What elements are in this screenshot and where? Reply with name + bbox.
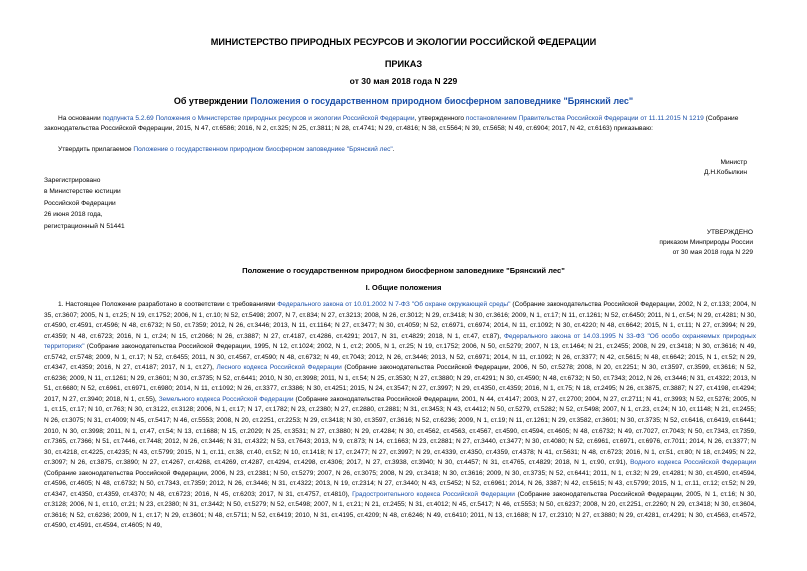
para-text-5: (Собрание законодательства Российской Федерации, 2001, N 44, ст.4147; 2003, N 27, ст.2700; 2004, N 27, ст.2711; N 41, ст.3993; N 52, ст.5276; 2005, N 1, ст.15, ст.17; N 10, ст.763; N 30, ст.3122, ст.3128; 2006, N 1, ст.17; N 17, ст.1782; N 23, ст.2380; N 27, ст.2880, ст.2881; N 31, ст.3453; N 43, ст.4412; N 50, ст.5279, ст.5282; N 52, ст.5498; 2007, N 1, ст.23, ст.24; N 10, ст.1148; N 21, ст.2455; N 26, ст.3075; N 31, ст.4009; N 45, ст.5417; N 46, ст.5553; 2008, N 20, ст.2251, ст.2253; N 29, ст.3418; N 30, ст.3597, ст.3616; N 52, ст.6236; 2009, N 1, ст.19; N 11, ст.1261; N 29, ст.3582, ст.3601; N 30, ст.3735; N 52, ст.6416, ст.6419, ст.6441; 2010, N 30, ст.3998; 2011, N 1, ст.47, ст.54; N 13, ст.1688; N 15, ст.2029; N 25, ст.3531; N 27, ст.3880; N 29, ст.4284; N 30, ст.4562, ст.4563, ст.4567, ст.4590, ст.4594, ст.4605; N 48, ст.6732; N 49, ст.7027, ст.7043; N 50, ст.7343, ст.7359, ст.7365, ст.7366; N 51, ст.7446, ст.7448; 2012, N 26, ст.3446; N 31, ст.4322; N 53, ст.7643; 2013, N 9, ст.873; N 14, ст.1663; N 23, ст.2881; N 27, ст.3440, ст.3477; N 30, ст.4080; N 52, ст.6961, ст.6971, ст.6976, ст.7011; 2014, N 26, ст.3377; N 30, ст.4218, ст.4225, ст.4235; N 43, ст.5799; 2015, N 1, ст.11, ст.38, ст.40, ст.52; N 10, ст.1418; N 17, ст.2477; N 27, ст.3997; N 29, ст.4339, ст.4350, ст.4359, ст.4378; N 41, ст.5631; N 48, ст.6723; 2016, N 1, ст.51, ст.80; N 18, ст.2495; N 22, ст.3097; N 26, ст.3875, ст.3890; N 27, ст.4267, ст.4268, ст.4269, ст.4287, ст.4294, ст.4298, ст.4306; 2017, N 27, ст.3938, ст.3940; N 30, ст.4457; N 31, ст.4765, ст.4829; 2018, N 1, ст.90, ст.91), [44, 395, 756, 467]
para-link-water-code[interactable]: Водного кодекса Российской Федерации [630, 459, 757, 467]
approval-block [659, 228, 753, 258]
registration-line-1: Зарегистрировано [44, 177, 101, 184]
document-subject [0, 96, 807, 106]
preamble-paragraph [44, 114, 756, 134]
preamble-link-regulation[interactable]: подпункта 5.2.69 Положения о Министерстве природных ресурсов и экологии Российской Федерации [102, 115, 415, 122]
document-date: от 30 мая 2018 года N 229 [349, 76, 458, 86]
registration-block [44, 175, 125, 232]
approval-line-3: от 30 мая 2018 года N 229 [672, 249, 753, 256]
approve-prefix: Утвердить прилагаемое [58, 146, 134, 153]
regulation-title: Положение о государственном природном биосферном заповеднике "Брянский лес" [242, 266, 565, 275]
approval-line-2: приказом Минприроды России [659, 239, 753, 246]
registration-line-2: в Министерстве юстиции [44, 188, 121, 196]
para-text-2: (Собрание законодательства Российской Федерации, 2002, N 2, ст.133; 2004, N 35, ст.3607; 2005, N 1, ст.25; N 19, ст.1752; 2006, N 1, ст.10; N 52, ст.5498; 2007, N 7, ст.834; N 27, ст.3213; 2008, N 26, ст.3012; N 29, ст.3418; N 30, ст.3616; 2009, N 1, ст.17; N 11, ст.1261; N 52, ст.6450; 2011, N 1, ст.54; N 29, ст.4281; N 30, ст.4590, ст.4591, ст.4596; N 48, ст.6732; N 50, ст.7359; 2012, N 26, ст.3446; 2013, N 11, ст.1164; N 27, ст.3477; N 30, ст.4059; N 52, ст.6971, ст.6974; 2014, N 11, ст.1092; N 30, ст.4220; N 48, ст.6642; 2015, N 1, ст.11; N 27, ст.3994; N 29, ст.4359; N 48, ст.6723; 2016, N 1, ст.24; N 15, ст.2066; N 26, ст.3887; N 27, ст.4187, ст.4286, ст.4291; 2017, N 31, ст.4829; 2018, N 1, ст.47, ст.87), [44, 301, 756, 340]
preamble-link-decree[interactable]: постановлением Правительства Российской Федерации от 11.11.2015 N 1219 [465, 115, 704, 122]
para-link-environment-law[interactable]: Федерального закона от 10.01.2002 N 7-ФЗ "Об охране окружающей среды" [277, 301, 511, 308]
section-heading: I. Общие положения [365, 283, 442, 292]
approval-line-1: УТВЕРЖДЕНО [706, 229, 753, 236]
para-link-urban-code[interactable]: Градостроительного кодекса Российской Федерации [352, 490, 515, 498]
approve-suffix: . [392, 146, 395, 153]
para-text-3: (Собрание законодательства Российской Федерации, 1995, N 12, ст.1024; 2002, N 1, ст.2; 2005, N 1, ст.25; N 19, ст.1752; 2006, N 50, ст.5279; 2007, N 13, ст.1464; N 21, ст.2455; 2008, N 29, ст.3418; N 30, ст.3616; N 49, ст.5742, ст.5748; 2009, N 1, ст.17; N 52, ст.6455; 2011, N 30, ст.4567, ст.4590; N 48, ст.6732; N 49, ст.7043; 2012, N 26, ст.3446; 2013, N 52, ст.6971; 2014, N 11, ст.1092; N 26, ст.3377; N 42, ст.5615; N 48, ст.6642; 2015, N 1, ст.52; N 29, ст.4347, ст.4359; 2016, N 27, ст.4187; 2017, N 1, ст.27), [44, 343, 756, 372]
signature-title: Министр [720, 159, 747, 166]
registration-line-3: Российской Федерации [44, 199, 116, 207]
approve-paragraph [44, 145, 756, 155]
preamble-text-2: , утвержденного [414, 115, 466, 122]
document-type: ПРИКАЗ [384, 59, 423, 69]
signature-name: Д.Н.Кобылкин [704, 169, 747, 176]
preamble-text-1: На основании [58, 115, 103, 122]
regulation-paragraph-1 [44, 300, 756, 532]
registration-line-4: 26 июня 2018 года, [44, 211, 103, 219]
subject-link[interactable]: Положения о государственном природном биосферном заповеднике "Брянский лес" [250, 96, 634, 106]
para-text-6: (Собрание законодательства Российской Федерации, 2006, N 23, ст.2381; N 50, ст.5279; 2007, N 26, ст.3075; 2008, N 29, ст.3418; N 30, ст.3616; 2009, N 30, ст.3735; N 52, ст.6441; 2011, N 1, ст.32; N 29, ст.4281; N 30, ст.4590, ст.4594, ст.4596, ст.4605; N 48, ст.6732; N 50, ст.7343, ст.7359; 2012, N 26, ст.3446; N 31, ст.4322; 2013, N 19, ст.2314; N 27, ст.3440; N 43, ст.5452; N 52, ст.6961; 2014, N 26, 3387; N 42, ст.5615; N 43, ст.5799; 2015, N 1, ст.11, ст.12; ст.52; N 29, ст.4347, ст.4350, ст.4359, ст.4370; N 48, ст.6723; 2016, N 45, ст.6203; 2017, N 31, ст.4757, ст.4810), [44, 469, 756, 498]
registration-line-5: регистрационный N 51441 [44, 222, 125, 230]
para-text-7: (Собрание законодательства Российской Федерации, 2005, N 1, ст.16; N 30, ст.3128; 2006, N 1, ст.10, ст.21; N 23, ст.2380; N 31, ст.3442; N 50, ст.5279; N 52, ст.5498; 2007, N 1, ст.21; N 21, ст.2455; N 31, ст.4012; N 45, ст.5417; N 46, ст.5553; N 50, ст.6237; 2008, N 20, ст.2251, ст.2260; N 29, ст.3418; N 30, ст.3604, ст.3616; N 52, ст.6236; 2009, N 1, ст.17; N 29, ст.3601; N 48, ст.5711; N 52, ст.6419; 2010, N 31, ст.4195, ст.4209; N 48, ст.6246; N 49, ст.6410; 2011, N 13, ст.1688; N 17, ст.2310; N 27, ст.3880; N 29, ст.4281, ст.4291; N 30, ст.4563, ст.4572, ст.4590, ст.4591, ст.4594, ст.4605; N 49, [44, 490, 757, 530]
ministry-title: МИНИСТЕРСТВО ПРИРОДНЫХ РЕСУРСОВ И ЭКОЛОГИИ РОССИЙСКОЙ ФЕДЕРАЦИИ [210, 37, 597, 47]
para-link-forest-code[interactable]: Лесного кодекса Российской Федерации [216, 364, 342, 372]
para-text-4: (Собрание законодательства Российской Федерации, 2006, N 50, ст.5278; 2008, N 20, ст.2251; N 30, ст.3597, ст.3599, ст.3616; N 52, ст.6236; 2009, N 11, ст.1261; N 29, ст.3601; N 30, ст.3735; N 52, ст.6441; 2010, N 30, ст.3998; 2011, N 1, ст.54; N 25, ст.3530; N 27, ст.3880; N 29, ст.4291; N 30, ст.4590; N 48, ст.6732; N 50, ст.7343; 2012, N 26, ст.3446; N 31, ст.4322; 2013, N 51, ст.6680; N 52, ст.6961, ст.6971, ст.6980; 2014, N 11, ст.1092; N 26, ст.3377, ст.3386; N 30, ст.4251; 2015, N 24, ст.3547; N 27, ст.3997; N 29, ст.4350, ст.4359; 2016, N 1, ст.75; N 18, ст.2495; N 26, ст.3875, ст.3887; N 27, ст.4198, ст.4294; 2017, N 27, ст.3940; 2018, N 1, ст.55), [44, 364, 756, 403]
para-text-1: 1. Настоящее Положение разработано в соответствии с требованиями [58, 301, 278, 308]
preamble-text-3: (Собрание законодательства Российской Федерации, 2015, N 47, ст.6586; 2016, N 2, ст.325; N 25, ст.3811; N 28, ст.4741; N 29, ст.4816; N 38, ст.5564; N 39, ст.5658; N 49, ст.6904; 2017, N 42, ст.6163) приказываю: [44, 115, 739, 133]
approve-link[interactable]: Положение о государственном природном биосферном заповеднике "Брянский лес" [133, 146, 393, 153]
signature-block [704, 158, 747, 178]
subject-prefix: Об утверждении [173, 96, 251, 106]
para-link-land-code[interactable]: Земельного кодекса Российской Федерации [158, 395, 294, 403]
para-link-protected-areas-law[interactable]: Федерального закона от 14.03.1995 N 33-ФЗ "Об особо охраняемых природных территориях" [44, 332, 756, 351]
